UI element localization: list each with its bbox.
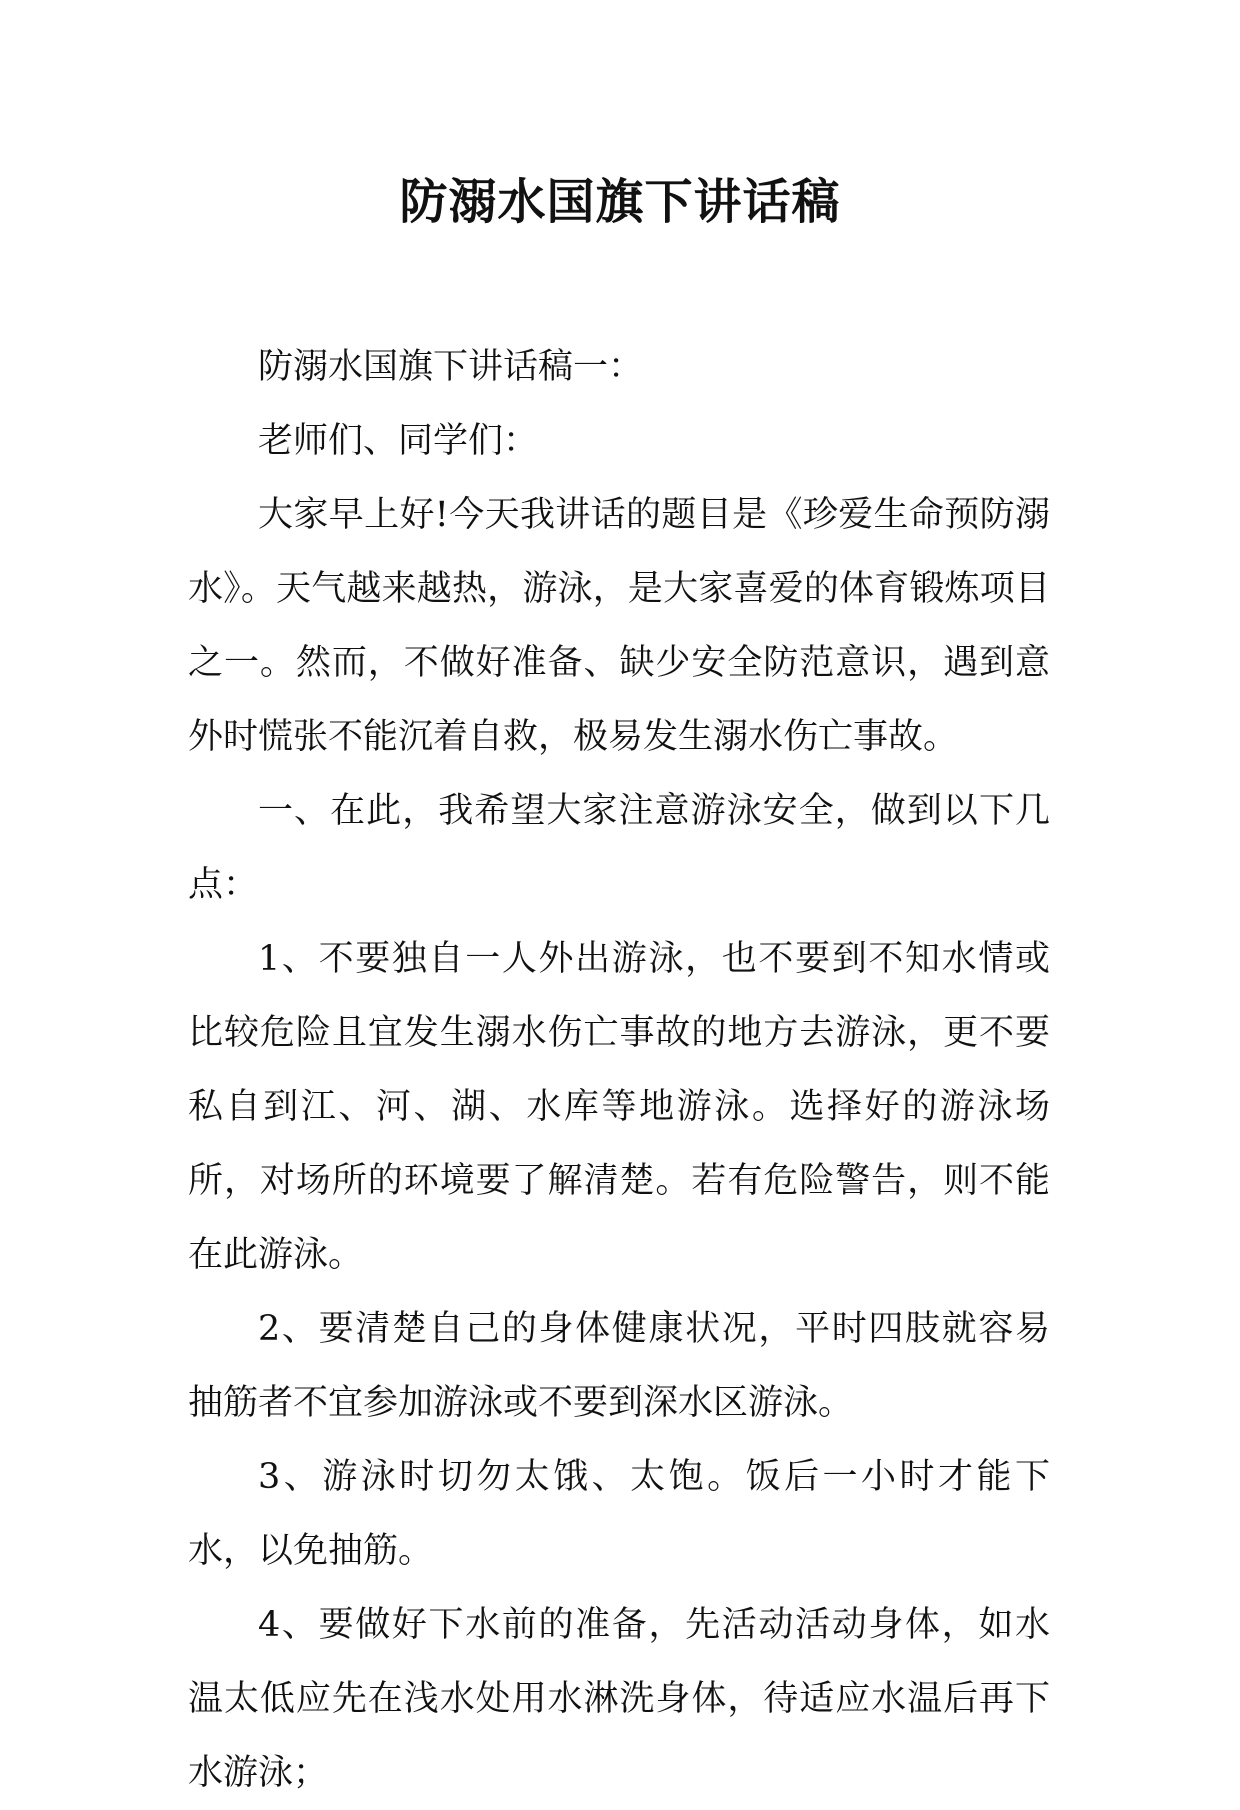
paragraph-point-3: 3、游泳时切勿太饿、太饱。饭后一小时才能下水，以免抽筋。 <box>188 1457 1050 1571</box>
paragraph-point-4: 4、要做好下水前的准备，先活动活动身体，如水温太低应先在浅水处用水淋洗身体，待适应水温后再下水游泳； <box>188 1605 1050 1793</box>
document-title: 防溺水国旗下讲话稿 <box>399 174 841 230</box>
paragraph-heading-one: 防溺水国旗下讲话稿一： <box>258 347 644 387</box>
paragraph-point-1: 1、不要独自一人外出游泳，也不要到不知水情或比较危险且宜发生溺水伤亡事故的地方去游泳，更不要私自到江、河、湖、水库等地游泳。选择好的游泳场所，对场所的环境要了解清楚。若有危险警告，则不能在此游泳。 <box>188 939 1050 1275</box>
paragraph-intro: 大家早上好!今天我讲话的题目是《珍爱生命预防溺水》。天气越来越热，游泳，是大家喜爱的体育锻炼项目之一。然而，不做好准备、缺少安全防范意识，遇到意外时慌张不能沉着自救，极易发生溺水伤亡事故。 <box>188 495 1050 757</box>
paragraph-greeting: 老师们、同学们： <box>258 421 539 461</box>
paragraph-point-2: 2、要清楚自己的身体健康状况，平时四肢就容易抽筋者不宜参加游泳或不要到深水区游泳。 <box>188 1309 1050 1423</box>
paragraph-points-lead: 一、在此，我希望大家注意游泳安全，做到以下几点： <box>188 791 1050 905</box>
document-body <box>188 330 1050 1810</box>
